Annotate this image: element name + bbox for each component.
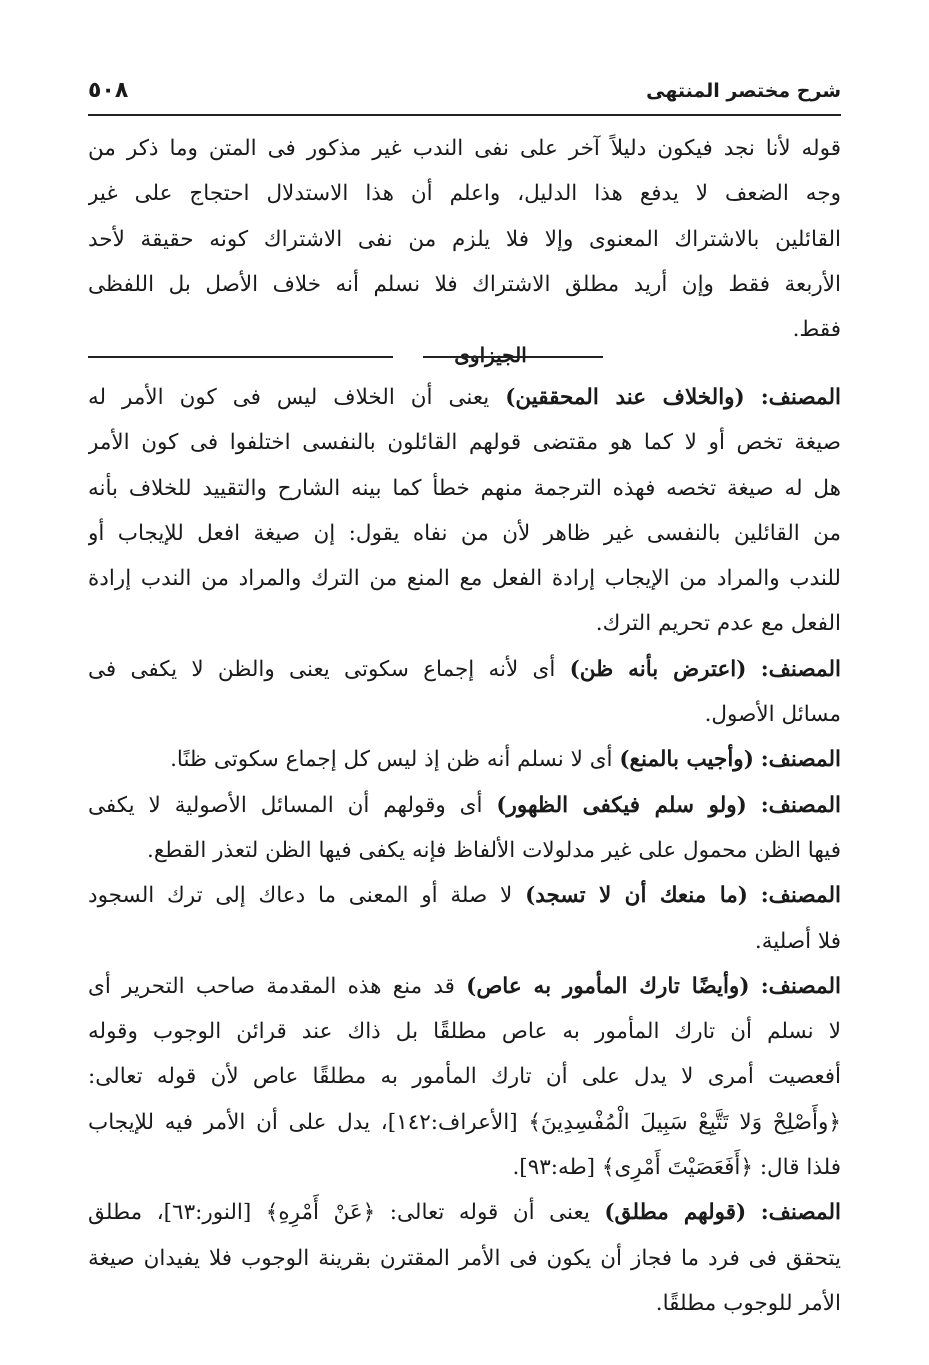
text-line: القائلين بالاشتراك المعنوى وإلا فلا يلزم من نفى الاشتراك كونه حقيقة لأحد bbox=[88, 226, 841, 252]
text-line: الفعل مع عدم تحريم الترك. bbox=[595, 611, 841, 637]
line-text: أى لأنه إجماع سكوتى يعنى والظن لا يكفى فى bbox=[88, 656, 556, 682]
line-text: أى وقولهم أن المسائل الأصولية لا يكفى bbox=[88, 792, 483, 818]
header-rule bbox=[88, 114, 841, 116]
text-line: للندب والمراد من الإيجاب إرادة الفعل مع المنع من الترك والمراد من الندب إرادة bbox=[88, 566, 841, 592]
quoted-phrase: (اعترض بأنه ظن) bbox=[569, 656, 747, 682]
text-line: فلذا قال: ﴿أَفَعَصَيْتَ أَمْرِى﴾ [طه:٩٣]. bbox=[512, 1155, 841, 1181]
text-line: فيها الظن محمول على غير مدلولات الألفاظ فإنه يكفى فيها الظن لتعذر القطع. bbox=[147, 837, 841, 863]
section-rule-left bbox=[88, 356, 393, 358]
gloss-paragraph bbox=[88, 783, 841, 874]
text-line bbox=[88, 737, 841, 782]
gloss-paragraph bbox=[88, 737, 841, 782]
author-label: المصنف: bbox=[760, 883, 841, 909]
text-line bbox=[88, 647, 841, 692]
quoted-phrase: (ما منعك أن لا تسجد) bbox=[525, 883, 748, 909]
author-label: المصنف: bbox=[760, 656, 841, 682]
gloss-paragraph bbox=[88, 1190, 841, 1326]
text-line: وجه الضعف لا يدفع هذا الدليل، واعلم أن هذا الاستدلال احتجاج على غير bbox=[88, 181, 841, 207]
text-line bbox=[88, 873, 841, 918]
gloss-paragraph bbox=[88, 647, 841, 738]
line-text: قد منع هذه المقدمة صاحب التحرير أى bbox=[88, 973, 455, 999]
quoted-phrase: (وأيضًا تارك المأمور به عاص) bbox=[466, 973, 750, 999]
commentary-text bbox=[88, 126, 841, 352]
author-label: المصنف: bbox=[760, 1200, 841, 1226]
line-text: أى لا نسلم أنه ظن إذ ليس كل إجماع سكوتى ظنًا. bbox=[170, 747, 613, 773]
section-rule-right bbox=[423, 356, 603, 358]
section-header bbox=[88, 340, 841, 372]
text-line: الأربعة فقط وإن أريد مطلق الاشتراك فلا نسلم أنه خلاف الأصل بل اللفظى bbox=[88, 271, 841, 297]
gloss-paragraph bbox=[88, 873, 841, 964]
text-line: يتحقق فى فرد ما فجاز أن يكون فى الأمر المقترن بقرينة الوجوب فلا يفيدان صيغة bbox=[88, 1245, 841, 1271]
gloss-text bbox=[88, 375, 841, 1326]
text-line: من القائلين بالنفسى غير ظاهر لأن من نفاه يقول: إن صيغة افعل للإيجاب أو bbox=[88, 520, 841, 546]
author-label: المصنف: bbox=[760, 747, 841, 773]
line-text: يعنى أن الخلاف ليس فى كون الأمر له bbox=[88, 385, 490, 410]
text-line bbox=[88, 375, 841, 420]
text-line: الأمر للوجوب مطلقًا. bbox=[655, 1290, 841, 1316]
author-label: المصنف: bbox=[760, 792, 841, 818]
text-line: قوله لأنا نجد فيكون دليلاً آخر على نفى الندب غير مذكور فى المتن وما ذكر من bbox=[88, 136, 841, 161]
text-line: ﴿وأَصْلِحْ وَلا تَتَّبِعْ سَبِيلَ الْمُفْسِدِينَ﴾ [الأعراف:١٤٢]، يدل على أن الأمر فيه للإيجاب bbox=[88, 1109, 841, 1135]
quoted-phrase: (قولهم مطلق) bbox=[604, 1200, 747, 1226]
line-text: يعنى أن قوله تعالى: ﴿عَنْ أَمْرِهِ﴾ [النور:٦٣]، مطلق bbox=[88, 1200, 590, 1226]
line-text: لا صلة أو المعنى ما دعاك إلى ترك السجود bbox=[88, 883, 513, 909]
text-line: فقط. bbox=[792, 317, 841, 343]
quoted-phrase: (وأجيب بالمنع) bbox=[619, 747, 754, 773]
author-label: المصنف: bbox=[760, 973, 841, 999]
text-line: هل له صيغة تخصه فهذه الترجمة منهم خطأ كما بينه الشارح والتقييد للخلاف بأنه bbox=[88, 475, 841, 501]
book-title: شرح مختصر المنتهى bbox=[646, 80, 841, 102]
text-line: أفعصيت أمرى لا يدل على أن تارك المأمور به مطلقًا عاص لأن قوله تعالى: bbox=[88, 1064, 841, 1090]
text-line bbox=[88, 964, 841, 1009]
gloss-paragraph bbox=[88, 375, 841, 647]
text-line bbox=[88, 783, 841, 828]
section-title: الجيزاوى bbox=[454, 343, 527, 367]
text-line: فلا أصلية. bbox=[754, 928, 841, 954]
quoted-phrase: (ولو سلم فيكفى الظهور) bbox=[496, 792, 747, 818]
text-line: لا نسلم أن تارك المأمور به عاص مطلقًا بل ذاك عند قرائن الوجوب وقوله bbox=[88, 1019, 841, 1045]
quoted-phrase: (والخلاف عند المحققين) bbox=[505, 385, 745, 410]
text-line bbox=[88, 1190, 841, 1235]
text-line: صيغة تخص أو لا كما هو مقتضى قولهم القائلون بالنفسى اختلفوا فى كون الأمر bbox=[88, 430, 841, 456]
text-line: مسائل الأصول. bbox=[704, 702, 841, 728]
author-label: المصنف: bbox=[760, 385, 841, 410]
page-number: ٥٠٨ bbox=[88, 78, 129, 103]
gloss-paragraph bbox=[88, 964, 841, 1190]
running-head bbox=[88, 76, 841, 110]
